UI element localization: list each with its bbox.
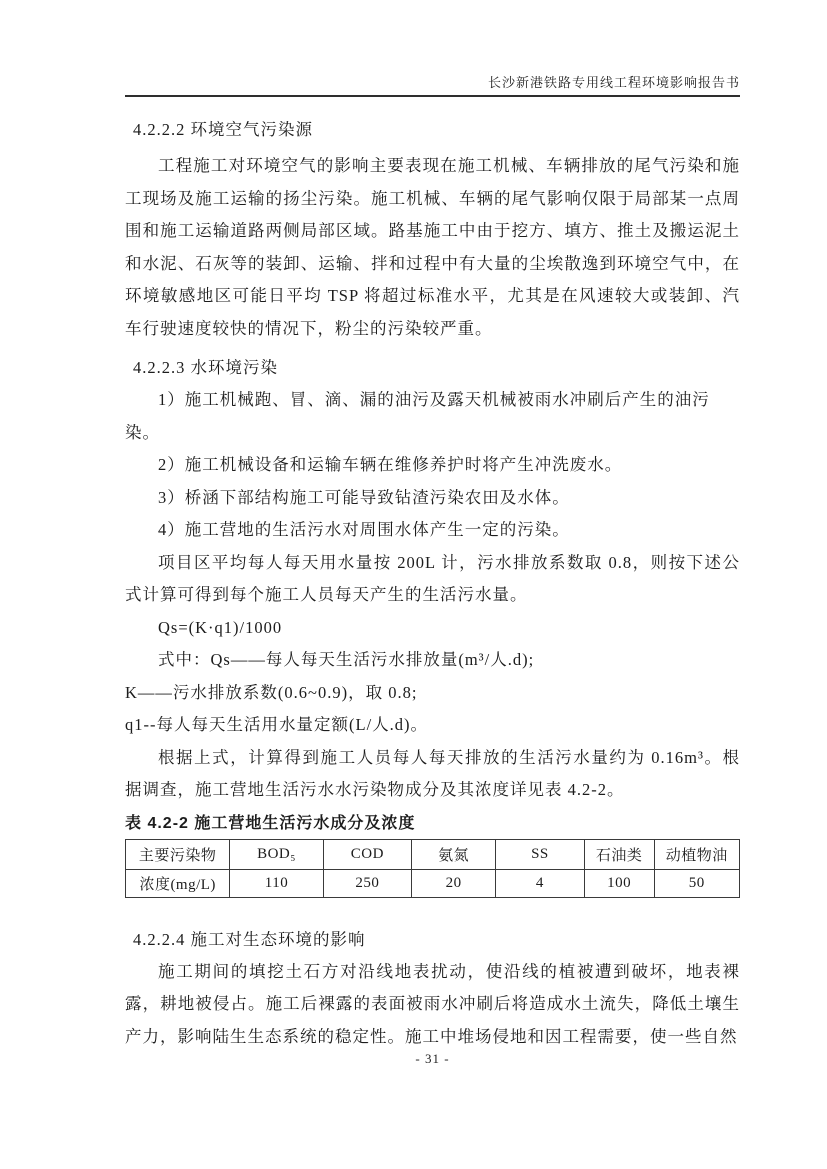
table-header-cell: COD	[323, 839, 411, 869]
paragraph-water-result: 根据上式，计算得到施工人员每人每天排放的生活污水量约为 0.16m³。根据调查，施工营地生活污水水污染物成分及其浓度详见表 4.2-2。	[125, 747, 740, 799]
table-cell: 20	[412, 869, 496, 897]
table-cell: 250	[323, 869, 411, 897]
table-header-row	[126, 839, 740, 869]
table-header-cell: 主要污染物	[126, 839, 230, 869]
table-header-cell: 氨氮	[412, 839, 496, 869]
formula-qs: Qs=(K·q1)/1000	[158, 617, 283, 637]
report-title: 长沙新港铁路专用线工程环境影响报告书	[487, 75, 740, 90]
water-list-item-1: 1）施工机械跑、冒、滴、漏的油污及露天机械被雨水冲刷后产生的油污染。	[125, 390, 710, 442]
table-cell: 浓度(mg/L)	[126, 869, 230, 897]
report-header	[125, 0, 740, 97]
sewage-concentration-table	[125, 839, 740, 898]
water-list-item-4: 4）施工营地的生活污水对周围水体产生一定的污染。	[158, 520, 570, 539]
table-header-cell: BOD₅	[230, 839, 323, 869]
table-header-cell: 动植物油	[654, 839, 739, 869]
table-cell: 100	[584, 869, 654, 897]
water-list-item-2: 2）施工机械设备和运输车辆在维修养护时将产生冲洗废水。	[158, 455, 623, 474]
paragraph-air-pollution: 工程施工对环境空气的影响主要表现在施工机械、车辆排放的尾气污染和施工现场及施工运输的扬尘污染。施工机械、车辆的尾气影响仅限于局部某一点周围和施工运输道路两侧局部区域。路基施工中由于挖方、填方、推土及搬运泥土和水泥、石灰等的装卸、运输、拌和过程中有大量的尘埃散逸到环境空气中，在环境敏感地区可能日平均 TSP 将超过标准水平，尤其是在风速较大或装卸、汽车行驶速度较快的情况下，粉尘的污染较严重。	[125, 156, 740, 338]
section-heading-water: 4.2.2.3 水环境污染	[133, 358, 278, 377]
table-cell: 4	[496, 869, 584, 897]
table-cell: 110	[230, 869, 323, 897]
paragraph-eco-impact: 施工期间的填挖土石方对沿线地表扰动，使沿线的植被遭到破坏，地表裸露，耕地被侵占。施工后裸露的表面被雨水冲刷后将造成水土流失，降低土壤生产力，影响陆生生态系统的稳定性。施工中堆场侵地和因工程需要，使一些自然	[125, 961, 740, 1046]
formula-def-q1: q1--每人每天生活用水量定额(L/人.d)。	[125, 715, 429, 734]
water-list-item-3: 3）桥涵下部结构施工可能导致钻渣污染农田及水体。	[158, 487, 570, 507]
table-header-cell: 石油类	[584, 839, 654, 869]
section-heading-air: 4.2.2.2 环境空气污染源	[133, 120, 313, 139]
page-number: - 31 -	[415, 1051, 450, 1066]
formula-def-k: K——污水排放系数(0.6~0.9)，取 0.8;	[125, 682, 418, 702]
table-cell: 50	[654, 869, 739, 897]
table-header-cell: SS	[496, 839, 584, 869]
page-content	[125, 113, 740, 1053]
formula-def-qs: 式中：Qs——每人每天生活污水排放量(m³/人.d);	[158, 650, 535, 669]
paragraph-water-intro: 项目区平均每人每天用水量按 200L 计，污水排放系数取 0.8，则按下述公式计算可得到每个施工人员每天产生的生活污水量。	[125, 552, 740, 604]
section-heading-eco: 4.2.2.4 施工对生态环境的影响	[133, 929, 366, 949]
table-row	[126, 869, 740, 897]
table-caption: 表 4.2-2 施工营地生活污水成分及浓度	[125, 814, 416, 832]
